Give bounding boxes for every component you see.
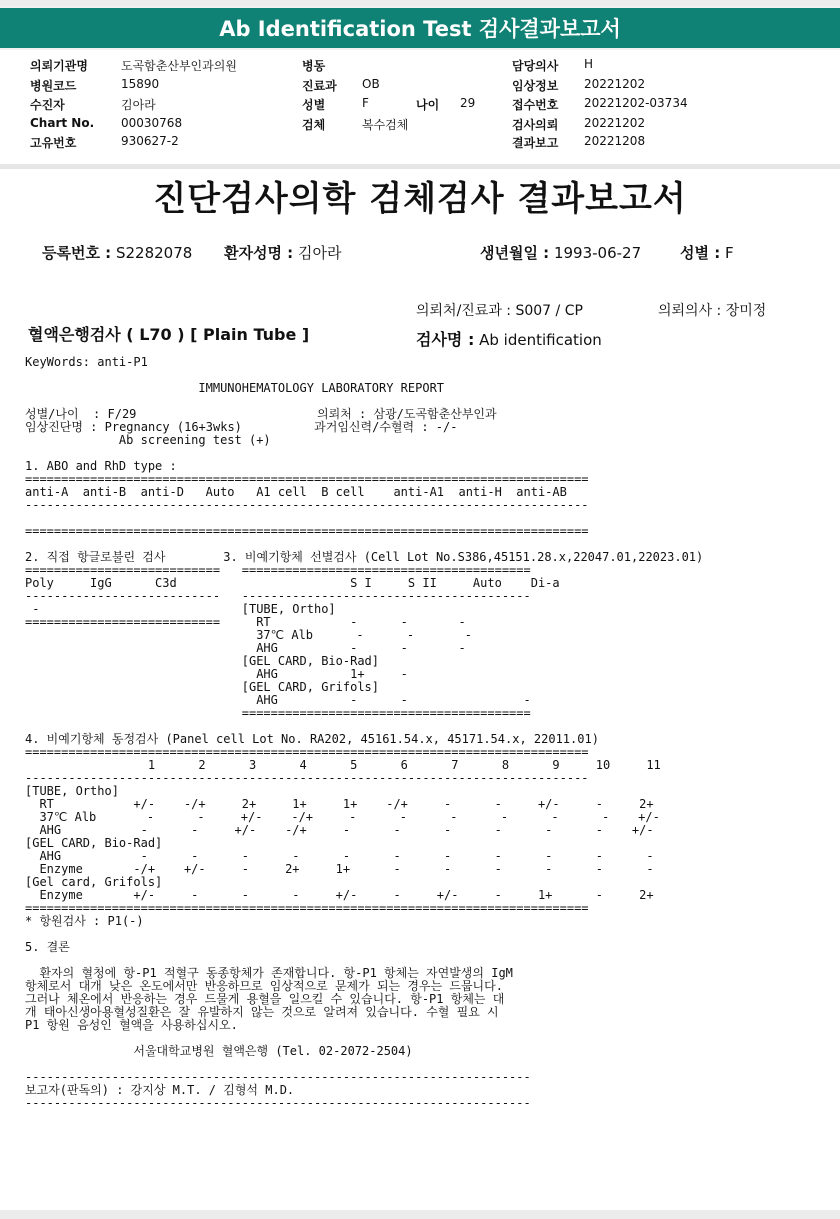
report-line: Ab screening test (+) [25, 433, 271, 447]
window-title: Ab Identification Test 검사결과보고서 [0, 8, 840, 48]
age-value: 29 [460, 96, 476, 110]
report-line: AHG - - - [25, 641, 466, 655]
clinical-value: 20221202 [584, 77, 646, 91]
report-line: [GEL CARD, Grifols] [25, 680, 380, 694]
report-line: IMMUNOHEMATOLOGY LABORATORY REPORT [25, 381, 445, 395]
report-title: 진단검사의학 검체검사 결과보고서 [153, 179, 687, 219]
report-line: [GEL CARD, Bio-Rad] [25, 836, 163, 850]
result-label: 결과보고 [512, 136, 559, 150]
report-line: [GEL CARD, Bio-Rad] [25, 654, 380, 668]
report-line: ======================================== [25, 706, 531, 720]
specimen-value: 복수검체 [362, 118, 409, 132]
chart-label: Chart No. [30, 116, 95, 130]
chart-value: 00030768 [121, 116, 183, 130]
report-line: 환자의 혈청에 항-P1 적혈구 동종항체가 존재합니다. 항-P1 항체는 자연발생의 IgM [25, 966, 513, 980]
referring-doctor: 의뢰의사 : 장미정 [658, 303, 767, 319]
report-line: 그러나 체온에서 반응하는 경우 드물게 용혈을 일으킬 수 있습니다. 항-P1 항체는 대 [25, 992, 505, 1006]
referral: 의뢰처/진료과 : S007 / CP [416, 303, 583, 319]
report-body [25, 356, 703, 1110]
report-line: 성별/나이 : F/29 의뢰처 : 삼광/도곡함춘산부인과 [25, 407, 497, 421]
report-line: --------------------------- ---------------------------------------- [25, 589, 531, 603]
report-line: [TUBE, Ortho] [25, 784, 119, 798]
code-value: 15890 [121, 77, 160, 91]
report-line: 37℃ Alb - - - [25, 628, 472, 642]
report-line: KeyWords: anti-P1 [25, 355, 148, 369]
report-line: 1. ABO and RhD type : [25, 459, 177, 473]
report-line: AHG - - +/- -/+ - - - - - - +/- [25, 823, 654, 837]
report-line: * 항원검사 : P1(-) [25, 914, 144, 928]
report-line: Enzyme -/+ +/- - 2+ 1+ - - - - - - [25, 862, 654, 876]
report-line: 개 태아신생아용혈성질환은 잘 유발하지 않는 것으로 알려져 있습니다. 수혈 필요 시 [25, 1005, 499, 1019]
report-line: =========================== RT - - - [25, 615, 466, 629]
info-panel [0, 50, 840, 164]
unique-label: 고유번호 [30, 136, 77, 150]
result-value: 20221208 [584, 134, 646, 148]
report-line: - [TUBE, Ortho] [25, 602, 336, 616]
report-line: 서울대학교병원 혈액은행 (Tel. 02-2072-2504) [25, 1044, 413, 1058]
sex-value: F [362, 96, 369, 110]
unique-value: 930627-2 [121, 134, 179, 148]
request-value: 20221202 [584, 116, 646, 130]
report-page [0, 169, 840, 1210]
birth-value: 1993-06-27 [553, 244, 642, 262]
name-value: 김아라 [297, 244, 342, 262]
receipt-label: 접수번호 [512, 98, 559, 112]
report-line: 보고자(판독의) : 강지상 M.T. / 김형석 M.D. [25, 1083, 295, 1097]
sex-label: 성별 [302, 98, 326, 112]
report-line: ============================================================================== [25, 472, 589, 486]
dept-value: OB [362, 77, 380, 91]
exam-label: 검사명 : [416, 330, 475, 349]
report-line: Enzyme +/- - - - +/- - +/- - 1+ - 2+ [25, 888, 654, 902]
top-strip [0, 0, 840, 6]
report-line: ------------------------------------------------------------------------------ [25, 771, 589, 785]
exam-value: Ab identification [479, 331, 602, 349]
report-line: AHG - - - [25, 693, 531, 707]
report-line: AHG 1+ - [25, 667, 408, 681]
report-line: 임상진단명 : Pregnancy (16+3wks) 과거임신력/수혈력 : -/- [25, 420, 458, 434]
bottom-strip [0, 1210, 840, 1219]
receipt-value: 20221202-03734 [584, 96, 688, 110]
age-label: 나이 [416, 98, 440, 112]
birth-label: 생년월일 : [480, 244, 550, 262]
section-heading: 혈액은행검사 ( L70 ) [ Plain Tube ] [28, 325, 310, 344]
clinical-label: 임상정보 [512, 79, 559, 93]
hospital-value: 도곡함춘산부인과의원 [121, 59, 237, 73]
report-line: 1 2 3 4 5 6 7 8 9 10 11 [25, 758, 661, 772]
reg-value: S2282078 [115, 244, 193, 262]
report-line: [Gel card, Grifols] [25, 875, 163, 889]
report-line: AHG - - - - - - - - - - - [25, 849, 654, 863]
report-line: 4. 비예기항체 동정검사 (Panel cell Lot No. RA202, 45161.54.x, 45171.54.x, 22011.01) [25, 732, 599, 746]
name-label: 환자성명 : [224, 244, 294, 262]
report-sex-value: F [724, 244, 734, 262]
patient-value: 김아라 [121, 98, 156, 112]
dept-label: 진료과 [302, 79, 337, 93]
doctor-value: H [584, 57, 594, 71]
hospital-label: 의뢰기관명 [30, 59, 88, 73]
report-line: ============================================================================== [25, 901, 589, 915]
report-line: =========================== ======================================== [25, 563, 531, 577]
report-line: P1 항원 음성인 혈액을 사용하십시오. [25, 1018, 238, 1032]
doctor-label: 담당의사 [512, 59, 559, 73]
report-sex-label: 성별 : [680, 244, 721, 262]
report-line: 2. 직접 항글로불린 검사 3. 비예기항체 선별검사 (Cell Lot No.S386,45151.28.x,22047.01,22023.01) [25, 550, 704, 564]
report-line: 37℃ Alb - - +/- -/+ - - - - - - +/- [25, 810, 660, 824]
reg-label: 등록번호 : [42, 244, 112, 262]
request-label: 검사의뢰 [512, 118, 559, 132]
report-line: 항체로서 대개 낮은 온도에서만 반응하므로 임상적으로 문제가 되는 경우는 드뭅니다. [25, 979, 503, 993]
report-line: ---------------------------------------------------------------------- [25, 1096, 531, 1110]
report-line: ============================================================================== [25, 524, 589, 538]
specimen-label: 검체 [302, 118, 326, 132]
report-line: ---------------------------------------------------------------------- [25, 1070, 531, 1084]
report-line [25, 928, 703, 941]
report-line: ------------------------------------------------------------------------------ [25, 498, 589, 512]
report-line: 5. 결론 [25, 940, 70, 954]
report-line: anti-A anti-B anti-D Auto A1 cell B cell anti-A1 anti-H anti-AB [25, 485, 567, 499]
report-line: Poly IgG C3d S I S II Auto Di-a [25, 576, 560, 590]
report-line: RT +/- -/+ 2+ 1+ 1+ -/+ - - +/- - 2+ [25, 797, 654, 811]
patient-label: 수진자 [30, 98, 65, 112]
code-label: 병원코드 [30, 79, 77, 93]
ward-label: 병동 [302, 59, 326, 73]
report-line: ============================================================================== [25, 745, 589, 759]
